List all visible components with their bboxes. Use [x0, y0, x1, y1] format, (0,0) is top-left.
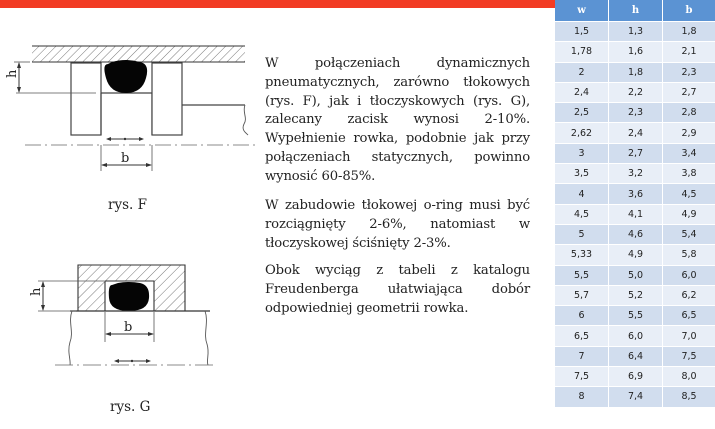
table-cell-b: 8,5	[663, 387, 715, 407]
table-row	[555, 225, 715, 245]
table-cell-h: 1,8	[609, 63, 663, 83]
table-cell-b: 4,9	[663, 205, 715, 225]
figure-f-caption: rys. F	[108, 197, 147, 213]
o-ring-shape-g	[109, 282, 149, 311]
table-cell-b: 2,8	[663, 103, 715, 123]
table-cell-b: 1,8	[663, 22, 715, 42]
table-cell-h: 6,4	[609, 347, 663, 367]
dim-h-label-g: h	[29, 287, 44, 296]
dim-b-label-f: b	[121, 151, 130, 166]
table-cell-h: 1,6	[609, 42, 663, 62]
table-row	[555, 123, 715, 143]
table-cell-w: 2	[555, 63, 609, 83]
table-cell-h: 5,5	[609, 306, 663, 326]
table-cell-w: 1,5	[555, 22, 609, 42]
table-row	[555, 326, 715, 346]
table-cell-b: 5,4	[663, 225, 715, 245]
table-cell-h: 5,2	[609, 286, 663, 306]
table-row	[555, 245, 715, 265]
header-accent-bar	[0, 0, 555, 8]
table-row	[555, 367, 715, 387]
table-cell-w: 3,5	[555, 164, 609, 184]
table-cell-h: 3,6	[609, 184, 663, 204]
table-cell-h: 2,2	[609, 83, 663, 103]
figure-g-caption: rys. G	[110, 399, 151, 415]
table-header-row	[555, 0, 715, 22]
table-cell-w: 2,4	[555, 83, 609, 103]
table-cell-h: 3,2	[609, 164, 663, 184]
table-cell-w: 6,5	[555, 326, 609, 346]
table-row	[555, 347, 715, 367]
figure-piston-seal-diagram	[0, 30, 260, 190]
figure-rod-seal-diagram	[0, 255, 260, 385]
table-cell-w: 4	[555, 184, 609, 204]
table-cell-w: 5,5	[555, 266, 609, 286]
table-cell-w: 3	[555, 144, 609, 164]
table-cell-b: 2,3	[663, 63, 715, 83]
table-cell-w: 5	[555, 225, 609, 245]
column-header-h: h	[609, 0, 663, 22]
table-cell-h: 2,7	[609, 144, 663, 164]
column-header-w: w	[555, 0, 609, 22]
table-cell-h: 4,1	[609, 205, 663, 225]
table-cell-w: 6	[555, 306, 609, 326]
table-cell-h: 2,4	[609, 123, 663, 143]
table-cell-b: 7,5	[663, 347, 715, 367]
table-cell-b: 6,2	[663, 286, 715, 306]
table-cell-b: 4,5	[663, 184, 715, 204]
table-cell-h: 5,0	[609, 266, 663, 286]
table-row	[555, 83, 715, 103]
table-row	[555, 184, 715, 204]
table-cell-h: 6,9	[609, 367, 663, 387]
table-cell-w: 1,78	[555, 42, 609, 62]
table-row	[555, 144, 715, 164]
table-cell-h: 6,0	[609, 326, 663, 346]
table-cell-b: 7,0	[663, 326, 715, 346]
o-ring-shape	[104, 60, 147, 93]
groove-dimension-table	[555, 0, 715, 408]
column-header-b: b	[663, 0, 715, 22]
table-cell-b: 3,4	[663, 144, 715, 164]
table-row	[555, 103, 715, 123]
table-cell-b: 2,9	[663, 123, 715, 143]
table-cell-b: 2,7	[663, 83, 715, 103]
table-cell-b: 5,8	[663, 245, 715, 265]
table-row	[555, 63, 715, 83]
dim-h-label-f: h	[5, 69, 20, 78]
table-row	[555, 266, 715, 286]
table-row	[555, 164, 715, 184]
table-cell-h: 4,6	[609, 225, 663, 245]
table-cell-b: 3,8	[663, 164, 715, 184]
table-row	[555, 42, 715, 62]
table-cell-w: 8	[555, 387, 609, 407]
table-cell-w: 2,62	[555, 123, 609, 143]
table-cell-w: 4,5	[555, 205, 609, 225]
table-cell-w: 2,5	[555, 103, 609, 123]
cylinder-wall-hatch	[32, 46, 245, 62]
table-cell-b: 6,5	[663, 306, 715, 326]
paragraph-piston-installation: W zabudowie tłokowej o-ring musi być rozciągnięty 2-6%, natomiast w tłoczyskowej ściśnięty 2-3%.	[265, 198, 530, 251]
table-cell-h: 2,3	[609, 103, 663, 123]
table-row	[555, 286, 715, 306]
table-row	[555, 205, 715, 225]
table-row	[555, 387, 715, 407]
table-cell-w: 5,7	[555, 286, 609, 306]
table-cell-w: 7,5	[555, 367, 609, 387]
table-cell-b: 6,0	[663, 266, 715, 286]
table-cell-h: 1,3	[609, 22, 663, 42]
table-row	[555, 22, 715, 42]
table-cell-w: 7	[555, 347, 609, 367]
table-cell-b: 2,1	[663, 42, 715, 62]
dim-b-label-g: b	[124, 320, 133, 335]
table-cell-h: 4,9	[609, 245, 663, 265]
table-cell-w: 5,33	[555, 245, 609, 265]
table-cell-b: 8,0	[663, 367, 715, 387]
table-row	[555, 306, 715, 326]
table-cell-h: 7,4	[609, 387, 663, 407]
paragraph-catalog-reference: Obok wyciąg z tabeli z katalogu Freudenberga ułatwiająca dobór odpowiedniej geometrii rowka.	[265, 263, 530, 316]
paragraph-dynamic-connections: W połączeniach dynamicznych pneumatycznych, zarówno tłokowych (rys. F), jak i tłoczyskowych (rys. G), zalecany zacisk wynosi 2-10%. Wypełnienie rowka, podobnie jak przy połączeniach statycznych, powinno wynosić 60-85%.	[265, 56, 530, 184]
